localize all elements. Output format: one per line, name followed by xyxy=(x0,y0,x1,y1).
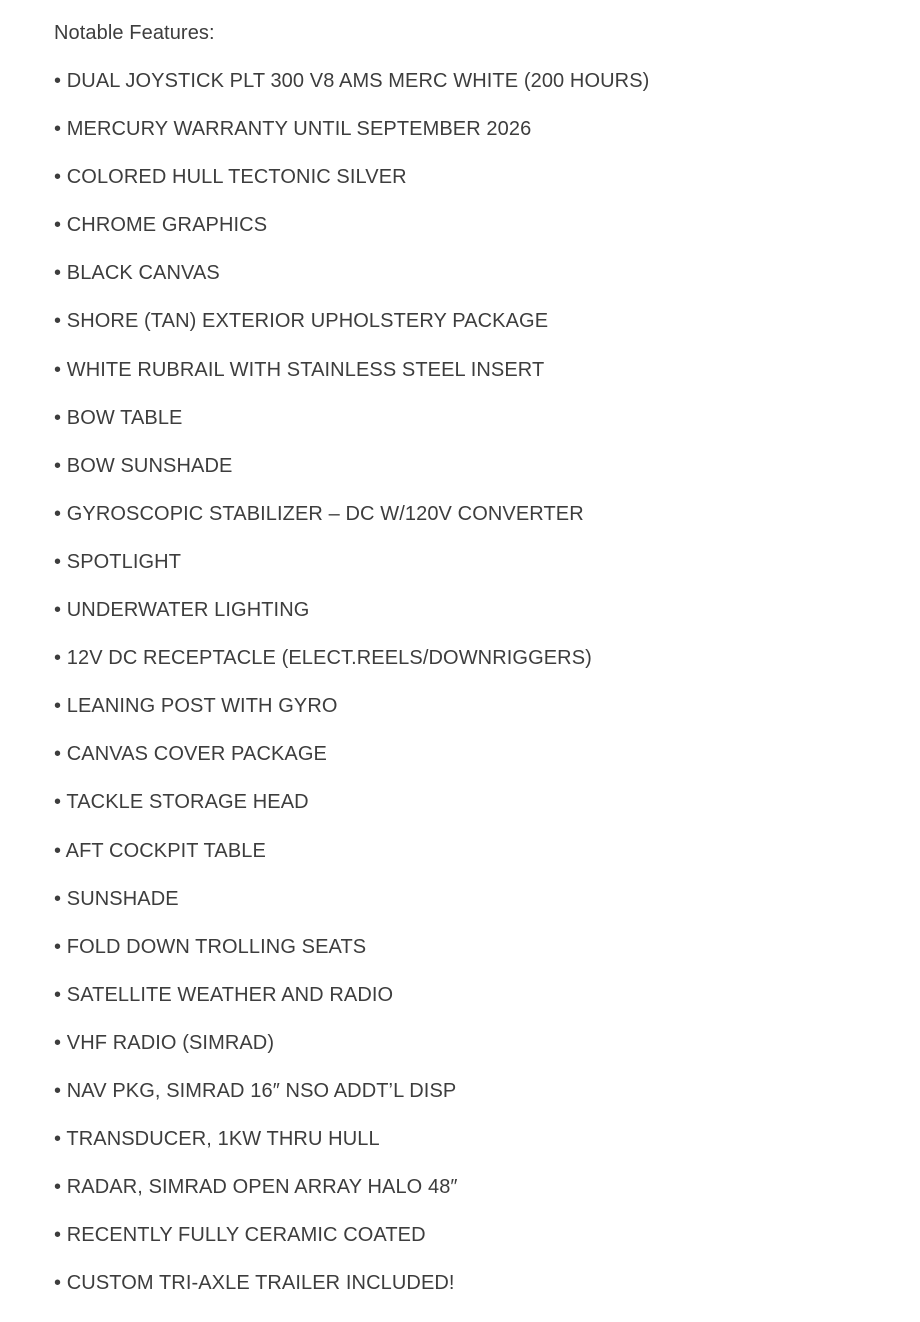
feature-item: • 12V DC RECEPTACLE (ELECT.REELS/DOWNRIGGERS) xyxy=(54,647,592,670)
feature-item: • DUAL JOYSTICK PLT 300 V8 AMS MERC WHITE (200 HOURS) xyxy=(54,70,650,92)
feature-item: • LEANING POST WITH GYRO xyxy=(54,695,338,718)
feature-item: • SATELLITE WEATHER AND RADIO xyxy=(54,983,394,1006)
feature-item: • VHF RADIO (SIMRAD) xyxy=(54,1031,275,1054)
feature-item: • NAV PKG, SIMRAD 16″ NSO ADDT’L DISP xyxy=(54,1079,457,1102)
feature-item: • COLORED HULL TECTONIC SILVER xyxy=(54,166,407,189)
feature-item: • BOW SUNSHADE xyxy=(54,454,233,477)
feature-item: • BOW TABLE xyxy=(54,406,183,429)
feature-item: • CHROME GRAPHICS xyxy=(54,214,268,237)
feature-item: • GYROSCOPIC STABILIZER – DC W/120V CONVERTER xyxy=(54,502,584,525)
feature-item: • CUSTOM TRI-AXLE TRAILER INCLUDED! xyxy=(54,1272,455,1295)
feature-item: • TACKLE STORAGE HEAD xyxy=(54,791,309,814)
section-heading: Notable Features: xyxy=(54,22,215,44)
feature-item: • RECENTLY FULLY CERAMIC COATED xyxy=(54,1224,426,1247)
feature-item: • BLACK CANVAS xyxy=(54,262,220,285)
feature-item: • WHITE RUBRAIL WITH STAINLESS STEEL INSERT xyxy=(54,358,545,381)
feature-list xyxy=(54,66,920,1298)
feature-item: • SHORE (TAN) EXTERIOR UPHOLSTERY PACKAGE xyxy=(54,310,549,333)
feature-item: • TRANSDUCER, 1KW THRU HULL xyxy=(54,1128,380,1151)
feature-item: • UNDERWATER LIGHTING xyxy=(54,599,310,622)
feature-item: • MERCURY WARRANTY UNTIL SEPTEMBER 2026 xyxy=(54,118,532,141)
feature-item: • SPOTLIGHT xyxy=(54,550,182,573)
feature-item: • AFT COCKPIT TABLE xyxy=(54,839,266,862)
feature-item: • CANVAS COVER PACKAGE xyxy=(54,743,327,766)
feature-item: • FOLD DOWN TROLLING SEATS xyxy=(54,935,367,958)
feature-item: • SUNSHADE xyxy=(54,887,179,910)
feature-item: • RADAR, SIMRAD OPEN ARRAY HALO 48″ xyxy=(54,1176,458,1199)
